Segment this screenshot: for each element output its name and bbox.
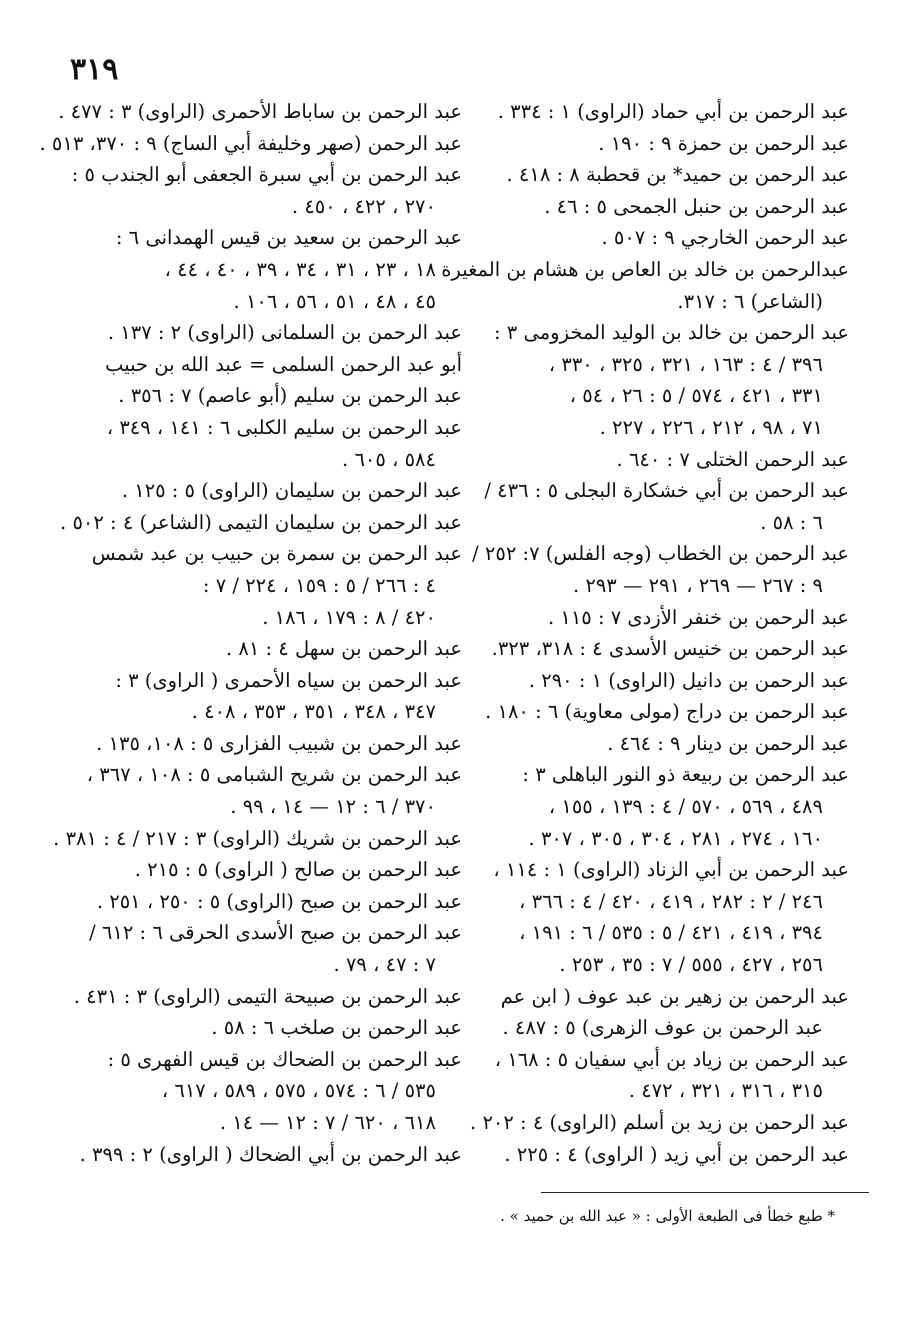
index-entry: عبد الرحمن بن شبيب الفزارى ٥ : ١٠٨، ١٣٥ . [96,731,462,755]
index-entry: عبد الرحمن بن دينار ٩ : ٤٦٤ . [607,731,849,755]
index-entry: عبد الرحمن بن صبيحة التيمى (الراوى) ٣ : ٤٣١ . [73,984,462,1008]
index-entry: عبد الرحمن بن صلخب ٦ : ٥٨ . [211,1016,462,1040]
footnote-divider [541,1192,869,1193]
index-entry-continuation: ٣١٥ ، ٣١٦ ، ٣٢١ ، ٤٧٢ . [628,1079,823,1103]
index-entry-continuation: ٥٣٥ / ٦ : ٥٧٤ ، ٥٧٥ ، ٥٨٩ ، ٦١٧ ، [161,1079,436,1103]
index-entry: عبد الرحمن بن شريح الشبامى ٥ : ١٠٨ ، ٣٦٧ ، [86,763,462,787]
index-entry-continuation: ٣٩٤ ، ٤١٩ ، ٤٢١ / ٥ : ٥٣٥ / ٦ : ١٩١ ، [519,921,823,945]
index-entry-continuation: ٣٩٦ / ٤ : ١٦٣ ، ٣٢١ ، ٣٢٥ ، ٣٣٠ ، [548,352,823,376]
index-entry-continuation: ٦١٨ ، ٦٢٠ / ٧ : ١٢ — ١٤ . [219,1111,436,1134]
index-entry: عبد الرحمن بن دانيل (الراوى) ١ : ٢٩٠ . [528,668,849,692]
index-entry: عبد الرحمن بن ساباط الأحمرى (الراوى) ٣ : ٤٧٧ . [58,100,462,123]
index-entry-continuation: عبد الرحمن بن عوف الزهرى) ٥ : ٤٨٧ . [502,1016,823,1040]
index-entry: عبد الرحمن بن سعيد بن قيس الهمدانى ٦ : [115,226,462,250]
index-entry: عبد الرحمن بن حنبل الجمحى ٥ : ٤٦ . [544,194,849,218]
index-column-right [441,96,849,1170]
index-entry: عبد الرحمن بن زيد بن أسلم (الراوى) ٤ : ٢٠٢ . [470,1111,849,1134]
index-entry: عبد الرحمن بن أبي سبرة الجعفى أبو الجندب ٥ : [71,163,462,187]
index-entry: عبد الرحمن بن سليمان (الراوى) ٥ : ١٢٥ . [121,479,462,503]
index-entry-continuation: ٧١ ، ٩٨ ، ٢١٢ ، ٢٢٦ ، ٢٢٧ . [599,415,823,439]
index-entry-continuation: ٤٥ ، ٤٨ ، ٥١ ، ٥٦ ، ١٠٦ . [233,289,436,313]
index-entry: عبد الرحمن بن أبي الزناد (الراوى) ١ : ١١٤ ، [493,858,849,882]
index-entry: عبد الرحمن بن أبي زيد ( الراوى) ٤ : ٢٢٥ . [504,1142,849,1166]
index-entry-continuation: ٣٤٧ ، ٣٤٨ ، ٣٥١ ، ٣٥٣ ، ٤٠٨ . [191,700,436,724]
index-entry-continuation: ٢٥٦ ، ٤٢٧ ، ٥٥٥ / ٧ : ٣٥ ، ٢٥٣ . [559,953,823,977]
index-entry: عبد الرحمن بن حميد* بن قحطبة ٨ : ٤١٨ . [506,163,849,187]
index-entry: عبد الرحمن بن شريك (الراوى) ٣ : ٢١٧ / ٤ : ٣٨١ . [53,826,462,850]
index-entry-continuation: ٦ : ٥٨ . [760,510,823,534]
index-entry-continuation: ٤ : ٢٦٦ / ٥ : ١٥٩ ، ٢٢٤ / ٧ : [202,573,436,597]
index-entry: عبد الرحمن الختلى ٧ : ٦٤٠ . [616,447,849,471]
index-entry: عبد الرحمن بن سليم (أبو عاصم) ٧ : ٣٥٦ . [118,384,462,408]
index-entry: عبد الرحمن بن ربيعة ذو النور الباهلى ٣ : [522,763,849,787]
index-entry: عبد الرحمن بن سمرة بن حبيب بن عبد شمس [91,542,462,566]
index-entry: عبد الرحمن بن الضحاك بن قيس الفهرى ٥ : [107,1047,462,1071]
index-entry: عبد الرحمن بن صالح ( الراوى) ٥ : ٢١٥ . [134,858,462,882]
index-entry: عبد الرحمن بن زياد بن أبي سفيان ٥ : ١٦٨ ، [494,1047,849,1071]
index-entry-continuation: ٩ : ٢٦٧ — ٢٦٩ ، ٢٩١ — ٢٩٣ . [572,573,823,597]
index-entry: عبد الرحمن بن سهل ٤ : ٨١ . [225,637,462,661]
index-entry: عبد الرحمن بن أبي حماد (الراوى) ١ : ٣٣٤ . [497,100,849,123]
index-entry: عبد الرحمن بن زهير بن عبد عوف ( ابن عم [500,984,849,1008]
index-entry-continuation: ٣٣١ ، ٤٢١ ، ٥٧٤ / ٥ : ٢٦ ، ٥٤ ، [569,384,823,408]
index-entry: عبد الرحمن بن سياه الأحمرى ( الراوى) ٣ : [115,668,462,692]
index-entry: عبد الرحمن بن الخطاب (وجه الفلس) ٧: ٢٥٢ / [472,542,849,566]
page-number: ٣١٩ [70,52,119,87]
index-entry-continuation: ٤٢٠ / ٨ : ١٧٩ ، ١٨٦ . [262,605,436,629]
index-entry: عبد الرحمن بن خنيس الأسدى ٤ : ٣١٨، ٣٢٣. [491,637,849,661]
index-entry: عبد الرحمن بن حمزة ٩ : ١٩٠ . [598,131,849,155]
index-entry: عبد الرحمن بن دراج (مولى معاوية) ٦ : ١٨٠ . [485,700,849,724]
footnote: * طبع خطأ فى الطبعة الأولى : « عبد الله بن حميد » . [500,1207,835,1225]
index-entry: عبد الرحمن بن سليم الكلبى ٦ : ١٤١ ، ٣٤٩ ، [106,415,462,439]
index-entry-continuation: ٧ : ٤٧ ، ٧٩ . [333,953,436,977]
index-entry-continuation: ٣٧٠ / ٦ : ١٢ — ١٤ ، ٩٩ . [230,795,436,819]
index-column-left [39,96,462,1170]
index-entry-continuation: ٢٤٦ / ٢ : ٢٨٢ ، ٤١٩ ، ٤٢٠ / ٤ : ٣٦٦ ، [519,889,823,913]
index-entry: عبد الرحمن بن أبي الضحاك ( الراوى) ٢ : ٣٩٩ . [79,1142,462,1166]
index-entry-continuation: ١٦٠ ، ٢٧٤ ، ٢٨١ ، ٣٠٤ ، ٣٠٥ ، ٣٠٧ . [528,826,823,850]
index-entry: عبد الرحمن الخارجي ٩ : ٥٠٧ . [601,226,849,250]
index-entry: عبد الرحمن (صهر وخليفة أبي الساج) ٩ : ٣٧٠، ٥١٣ . [39,131,462,155]
index-entry: عبد الرحمن بن صبح (الراوى) ٥ : ٢٥٠ ، ٢٥١ . [96,889,462,913]
index-entry: عبد الرحمن بن خالد بن الوليد المخزومى ٣ : [493,321,849,345]
index-entry-continuation: ٢٧٠ ، ٤٢٢ ، ٤٥٠ . [291,194,436,218]
index-entry: عبد الرحمن بن أبي خشكارة البجلى ٥ : ٤٣٦ / [484,479,849,503]
index-entry: أبو عبد الرحمن السلمى = عبد الله بن حبيب [105,352,462,376]
index-entry-continuation: (الشاعر) ٦ : ٣١٧. [677,289,823,313]
index-entry-continuation: ١٨ ، ٢٣ ، ٣١ ، ٣٤ ، ٣٩ ، ٤٠ ، ٤٤ ، [164,257,436,281]
index-entry: عبد الرحمن بن السلمانى (الراوى) ٢ : ١٣٧ . [107,321,462,345]
index-entry: عبد الرحمن بن خنفر الأزدى ٧ : ١١٥ . [547,605,849,629]
index-entry-continuation: ٥٨٤ ، ٦٠٥ . [342,447,436,471]
index-entry: عبد الرحمن بن صبح الأسدى الحرقى ٦ : ٦١٢ / [89,921,462,945]
index-entry: عبدالرحمن بن خالد بن العاص بن هشام بن المغيرة [441,257,849,281]
index-entry-continuation: ٤٨٩ ، ٥٦٩ ، ٥٧٠ / ٤ : ١٣٩ ، ١٥٥ ، [548,795,823,819]
index-entry: عبد الرحمن بن سليمان التيمى (الشاعر) ٤ : ٥٠٢ . [60,510,462,534]
